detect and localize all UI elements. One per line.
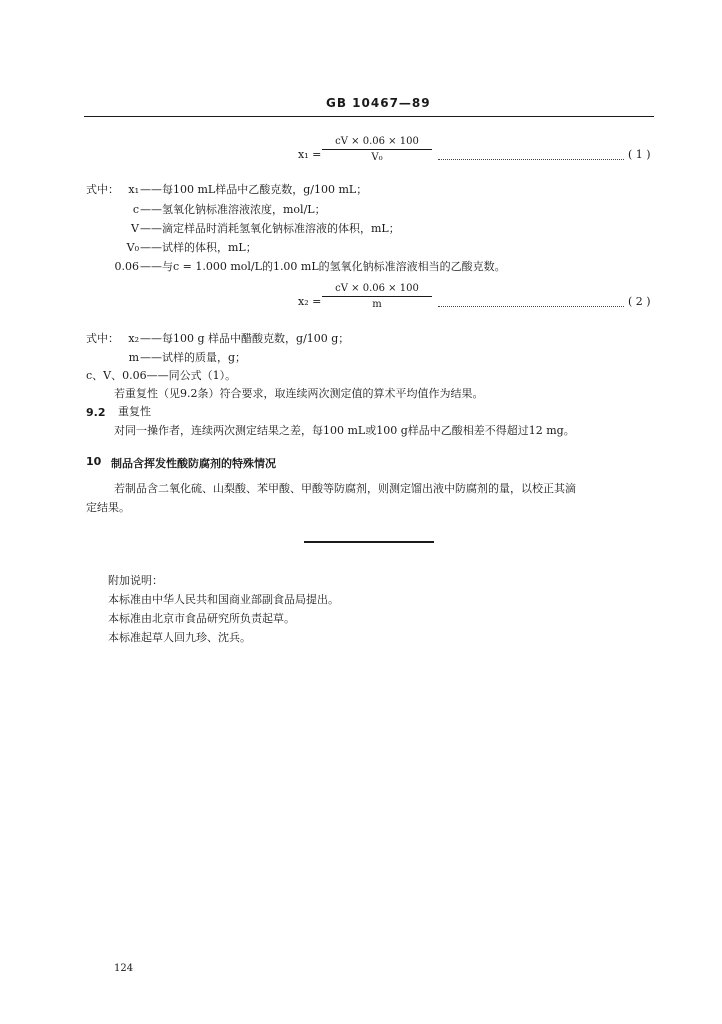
section-10-title: 制品含挥发性酸防腐剂的特殊情况 (111, 457, 276, 470)
formula2-fraction (322, 283, 432, 310)
formula1-number: ( 1 ) (628, 148, 651, 161)
where1-sym-4: V₀ (126, 241, 139, 254)
page-number: 124 (114, 963, 134, 974)
where2-desc-1: ——每100 g 样品中醋酸克数，g/100 g； (140, 332, 350, 345)
section-10-number: 10 (86, 455, 102, 468)
formula2-leader (438, 306, 624, 307)
formula1-denominator: V₀ (371, 152, 383, 163)
formula1-numerator: cV × 0.06 × 100 (335, 136, 419, 147)
where1-desc-3: ——滴定样品时消耗氢氧化钠标准溶液的体积，mL； (140, 222, 400, 235)
where2-same-as: c、V、0.06——同公式（1）。 (86, 369, 237, 382)
formula2-numerator: cV × 0.06 × 100 (335, 283, 419, 294)
section-9-2-text: 对同一操作者，连续两次测定结果之差，每100 mL或100 g样品中乙酸相差不得超过12 mg。 (114, 424, 575, 437)
where1-desc-2: ——氢氧化钠标准溶液浓度，mol/L； (140, 203, 326, 216)
header-rule (84, 116, 654, 117)
where1-prefix: 式中： (86, 183, 119, 196)
formula1-leader (438, 159, 624, 160)
where2-sym-2: m (128, 351, 139, 364)
section-10-text-line2: 定结果。 (86, 501, 130, 514)
section-10-text-line1: 若制品含二氧化硫、山梨酸、苯甲酸、甲酸等防腐剂，则测定馏出液中防腐剂的量，以校正其滴 (114, 482, 576, 495)
formula2-bar (322, 296, 432, 297)
where1-sym-2: c (132, 203, 139, 216)
section-9-2-number: 9.2 (86, 406, 106, 419)
where2-sym-1: x₂ (128, 332, 139, 345)
repeatability-note: 若重复性（见9.2条）符合要求，取连续两次测定值的算术平均值作为结果。 (114, 387, 484, 400)
formula2-number: ( 2 ) (628, 295, 651, 308)
where1-desc-4: ——试样的体积，mL； (140, 241, 257, 254)
appendix-title: 附加说明： (108, 574, 163, 587)
formula1-bar (322, 149, 432, 150)
where1-sym-5: 0.06 (114, 260, 139, 273)
formula1-lhs: x₁ = (298, 148, 322, 161)
where1-sym-1: x₁ (128, 183, 139, 196)
formula1-fraction (322, 136, 432, 163)
where1-desc-5: ——与c = 1.000 mol/L的1.00 mL的氢氧化钠标准溶液相当的乙酸克数。 (140, 260, 506, 273)
appendix-line-3: 本标准起草人回九珍、沈兵。 (108, 631, 251, 644)
section-9-2-title: 重复性 (118, 405, 151, 418)
closing-rule (304, 541, 434, 543)
standard-number: GB 10467—89 (326, 96, 431, 110)
formula2-lhs: x₂ = (298, 295, 322, 308)
appendix-line-1: 本标准由中华人民共和国商业部副食品局提出。 (108, 593, 339, 606)
where1-sym-3: V (131, 222, 139, 235)
where2-desc-2: ——试样的质量，g； (140, 351, 247, 364)
appendix-line-2: 本标准由北京市食品研究所负责起草。 (108, 612, 295, 625)
where2-prefix: 式中： (86, 332, 119, 345)
where1-desc-1: ——每100 mL样品中乙酸克数，g/100 mL； (140, 183, 368, 196)
formula2-denominator: m (372, 299, 382, 310)
